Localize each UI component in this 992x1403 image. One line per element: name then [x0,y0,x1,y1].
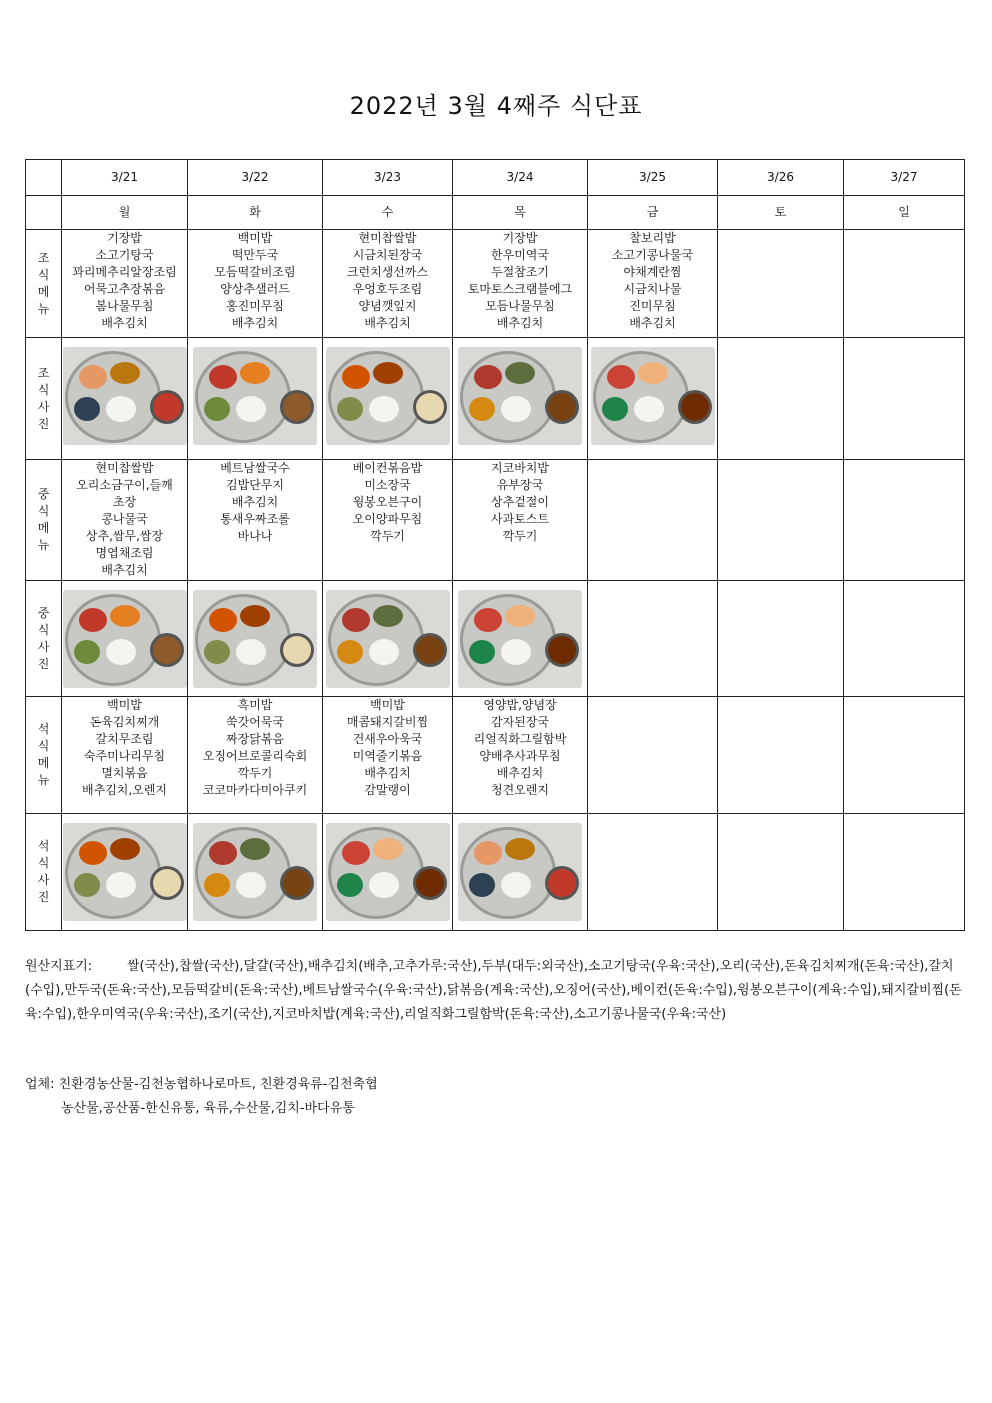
menu-item: 백미밥 [237,231,273,245]
meal-photo [63,590,187,688]
menu-item: 리얼직화그릴함박 [473,732,567,746]
menu-item: 초장 [112,495,137,509]
breakfast-menu-cell [588,230,718,338]
lunch-menu-cell [323,460,453,581]
day-cell: 월 [62,196,188,230]
menu-item: 깍두기 [237,766,273,780]
lunch-menu-cell [718,460,844,581]
lunch-photo-cell [323,581,453,697]
meal-photo [193,347,317,445]
lunch-menu-cell [188,460,323,581]
menu-item: 꽈리메추리알장조림 [72,265,177,279]
menu-item: 배추김치 [364,316,411,330]
row-label-char: 조 [37,365,50,380]
lunch-photo-cell [718,581,844,697]
dinner-photo-cell [844,814,965,931]
menu-item: 양상추샐러드 [220,282,290,296]
menu-item: 코코마카다미아쿠키 [202,783,308,797]
meal-photo [326,823,450,921]
menu-item: 토마토스크램블에그 [467,282,573,296]
breakfast-photo-cell [323,338,453,460]
row-label-dinner_photo [26,814,62,931]
menu-item: 콩나물국 [101,512,148,526]
menu-item: 돈육김치찌개 [89,715,160,729]
day-cell: 목 [453,196,588,230]
menu-item: 사과토스트 [491,512,549,526]
menu-table [25,159,965,931]
meal-photo [591,347,715,445]
breakfast-photo-row [26,338,965,460]
lunch-photo-cell [588,581,718,697]
menu-item: 베트남쌀국수 [220,461,290,475]
menu-item: 소고기탕국 [95,248,154,262]
breakfast-photo-cell [188,338,323,460]
date-cell: 3/26 [718,160,844,196]
lunch-photo-cell [453,581,588,697]
menu-item: 배추김치 [496,316,544,330]
row-label-char: 진 [37,656,50,671]
origin-label: 원산지표기: [25,959,93,974]
lunch-menu-cell [588,460,718,581]
menu-item: 두절참조기 [491,265,549,279]
menu-item: 깍두기 [502,529,538,543]
breakfast-menu-cell [844,230,965,338]
lunch-photo-cell [188,581,323,697]
dinner-photo-row [26,814,965,931]
menu-item: 건새우아욱국 [352,732,423,746]
row-label-dinner_menu [26,697,62,814]
row-label-char: 식 [37,267,50,282]
dinner-menu-row [26,697,965,814]
dinner-menu-cell [323,697,453,814]
dinner-menu-cell [62,697,188,814]
breakfast-photo-cell [844,338,965,460]
menu-item: 소고기콩나물국 [611,248,694,262]
row-label-char: 뉴 [37,301,50,316]
menu-item: 현미찹쌀밥 [358,231,417,245]
menu-item: 숙주미나리무침 [83,749,166,763]
menu-item: 기장밥 [107,231,142,245]
row-label-char: 식 [37,856,50,870]
meal-photo [458,590,582,688]
supplier-line-1: 업체: 친환경농산물-김천농협하나로마트, 친환경육류-김천축협 [25,1077,378,1092]
menu-item: 깍두기 [370,529,405,543]
dinner-menu-cell [844,697,965,814]
menu-item: 갈치무조림 [95,732,154,746]
lunch-menu-cell [62,460,188,581]
menu-item: 진미무침 [629,299,676,313]
date-cell: 3/27 [844,160,965,196]
menu-item: 상추,쌈무,쌈장 [85,529,164,543]
dinner-photo-cell [62,814,188,931]
dinner-menu-cell [588,697,718,814]
menu-item: 멸치볶음 [101,766,148,780]
date-row [26,160,965,196]
lunch-photo-cell [844,581,965,697]
menu-item: 백미밥 [107,698,142,712]
menu-item: 홍진미무침 [226,299,284,313]
menu-item: 봄나물무침 [95,299,154,313]
menu-item: 감말랭이 [364,783,411,797]
menu-item: 미역줄기볶음 [352,749,423,763]
day-cell: 금 [588,196,718,230]
row-label-char: 식 [37,622,50,637]
dinner-photo-cell [323,814,453,931]
row-label-char: 사 [37,399,50,414]
row-label-char: 중 [37,487,50,501]
menu-item: 양념깻잎지 [358,299,417,313]
menu-item: 통새우짜조롤 [220,512,290,526]
menu-item: 오리소금구이,들깨 [76,478,173,492]
breakfast-menu-cell [718,230,844,338]
row-label-char: 식 [37,739,50,753]
menu-item: 바나나 [237,529,273,543]
menu-item: 야채계란찜 [623,265,682,279]
menu-item: 윙봉오븐구이 [352,495,423,509]
menu-item: 청견오렌지 [491,783,549,797]
row-label-breakfast_photo [26,338,62,460]
day-cell: 토 [718,196,844,230]
meal-photo [458,823,582,921]
page-title: 2022년 3월 4째주 식단표 [349,92,643,120]
menu-item: 배추김치 [231,316,279,330]
menu-item: 배추김치 [231,495,279,509]
dinner-photo-cell [453,814,588,931]
row-label-char: 뉴 [37,538,50,552]
row-label-char: 중 [37,605,50,620]
menu-item: 배추김치 [101,563,148,577]
origin-text: 쌀(국산),찹쌀(국산),달걀(국산),배추김치(배추,고추가루:국산),두부(대두:외국산),소고기탕국(우육:국산),오리(국산),돈육김치찌개(돈육:국산),갈치(수입),만두국(돈육:국산),모듬떡갈비(돈육:국산),베트남쌀국수(우육:국산),닭볶음(계육:국산),오징어(국산),베이컨(돈육:수입),윙봉오븐구이(계육:수입),돼지갈비찜(돈육:수입),한우미역국(우육:국산),조기(국산),지코바치밥(계육:국산),리얼직화그릴함박(돈육:국산),소고기콩나물국(우육:국산) [25,959,962,1022]
menu-item: 모듬나물무침 [485,299,555,313]
menu-item: 지코바치밥 [491,461,549,475]
menu-item: 명엽채조림 [95,546,154,560]
lunch-menu-row [26,460,965,581]
menu-item: 상추겉절이 [491,495,549,509]
day-row [26,196,965,230]
menu-item: 현미찹쌀밥 [95,461,154,475]
meal-photo [326,590,450,688]
lunch-photo-row [26,581,965,697]
row-label-char: 식 [37,382,50,397]
menu-item: 배추김치,오렌지 [82,783,167,797]
menu-item: 매콤돼지갈비찜 [346,715,429,729]
lunch-photo-cell [62,581,188,697]
date-cell: 3/21 [62,160,188,196]
row-label-char: 식 [37,504,50,518]
breakfast-menu-cell [453,230,588,338]
menu-item: 쑥갓어묵국 [226,715,284,729]
menu-item: 김밥단무지 [226,478,284,492]
breakfast-photo-cell [718,338,844,460]
menu-item: 짜장닭볶음 [226,732,284,746]
menu-item: 찰보리밥 [629,231,676,245]
menu-item: 미소장국 [364,478,411,492]
row-label-char: 뉴 [37,773,50,787]
breakfast-photo-cell [588,338,718,460]
menu-item: 배추김치 [101,316,148,330]
dinner-photo-cell [188,814,323,931]
supplier-line-2: 농산물,공산품-한신유통, 육류,수산물,김치-바다유통 [61,1101,355,1116]
breakfast-photo-cell [62,338,188,460]
row-label-char: 사 [37,873,50,887]
breakfast-photo-cell [453,338,588,460]
day-cell: 화 [188,196,323,230]
date-cell: 3/25 [588,160,718,196]
origin-note [25,955,970,1027]
day-cell: 수 [323,196,453,230]
row-label-char: 석 [37,722,50,736]
row-label-char: 메 [37,521,50,535]
row-label-breakfast_menu [26,230,62,338]
row-label-char: 조 [37,250,50,265]
meal-photo [458,347,582,445]
dinner-menu-cell [453,697,588,814]
breakfast-menu-cell [62,230,188,338]
breakfast-menu-row [26,230,965,338]
menu-item: 양배추사과무침 [479,749,561,763]
menu-item: 시금치나물 [623,282,682,296]
menu-item: 떡만두국 [231,248,279,262]
row-label-char: 메 [37,284,50,299]
date-cell: 3/23 [323,160,453,196]
dinner-menu-cell [188,697,323,814]
menu-item: 유부장국 [496,478,544,492]
meal-photo [63,347,187,445]
menu-item: 배추김치 [629,316,676,330]
row-label-lunch_photo [26,581,62,697]
row-label-lunch_menu [26,460,62,581]
menu-item: 배추김치 [496,766,544,780]
menu-item: 우엉호두조림 [352,282,423,296]
menu-item: 흑미밥 [237,698,273,712]
meal-photo [63,823,187,921]
menu-item: 어묵고추장볶음 [83,282,166,296]
dinner-photo-cell [718,814,844,931]
row-label-char: 진 [37,416,50,431]
menu-item: 크런치생선까스 [346,265,429,279]
menu-item: 백미밥 [370,698,405,712]
meal-photo [193,590,317,688]
menu-item: 한우미역국 [491,248,549,262]
meal-photo [326,347,450,445]
row-label-char: 석 [37,839,50,853]
dinner-menu-cell [718,697,844,814]
menu-item: 영양밥,양념장 [483,698,557,712]
menu-item: 베이컨볶음밥 [352,461,423,475]
meal-photo [193,823,317,921]
row-label-char: 진 [37,890,50,904]
menu-item: 오징어브로콜리숙회 [202,749,308,763]
row-label-char: 사 [37,639,50,654]
breakfast-menu-cell [188,230,323,338]
breakfast-menu-cell [323,230,453,338]
menu-item: 배추김치 [364,766,411,780]
menu-item: 기장밥 [502,231,538,245]
menu-item: 시금치된장국 [352,248,423,262]
day-cell: 일 [844,196,965,230]
date-cell: 3/22 [188,160,323,196]
dinner-photo-cell [588,814,718,931]
date-cell: 3/24 [453,160,588,196]
menu-item: 감자된장국 [491,715,549,729]
row-label-char: 메 [37,756,50,770]
menu-item: 모듬떡갈비조림 [214,265,296,279]
lunch-menu-cell [844,460,965,581]
menu-item: 오이양파무침 [352,512,423,526]
lunch-menu-cell [453,460,588,581]
